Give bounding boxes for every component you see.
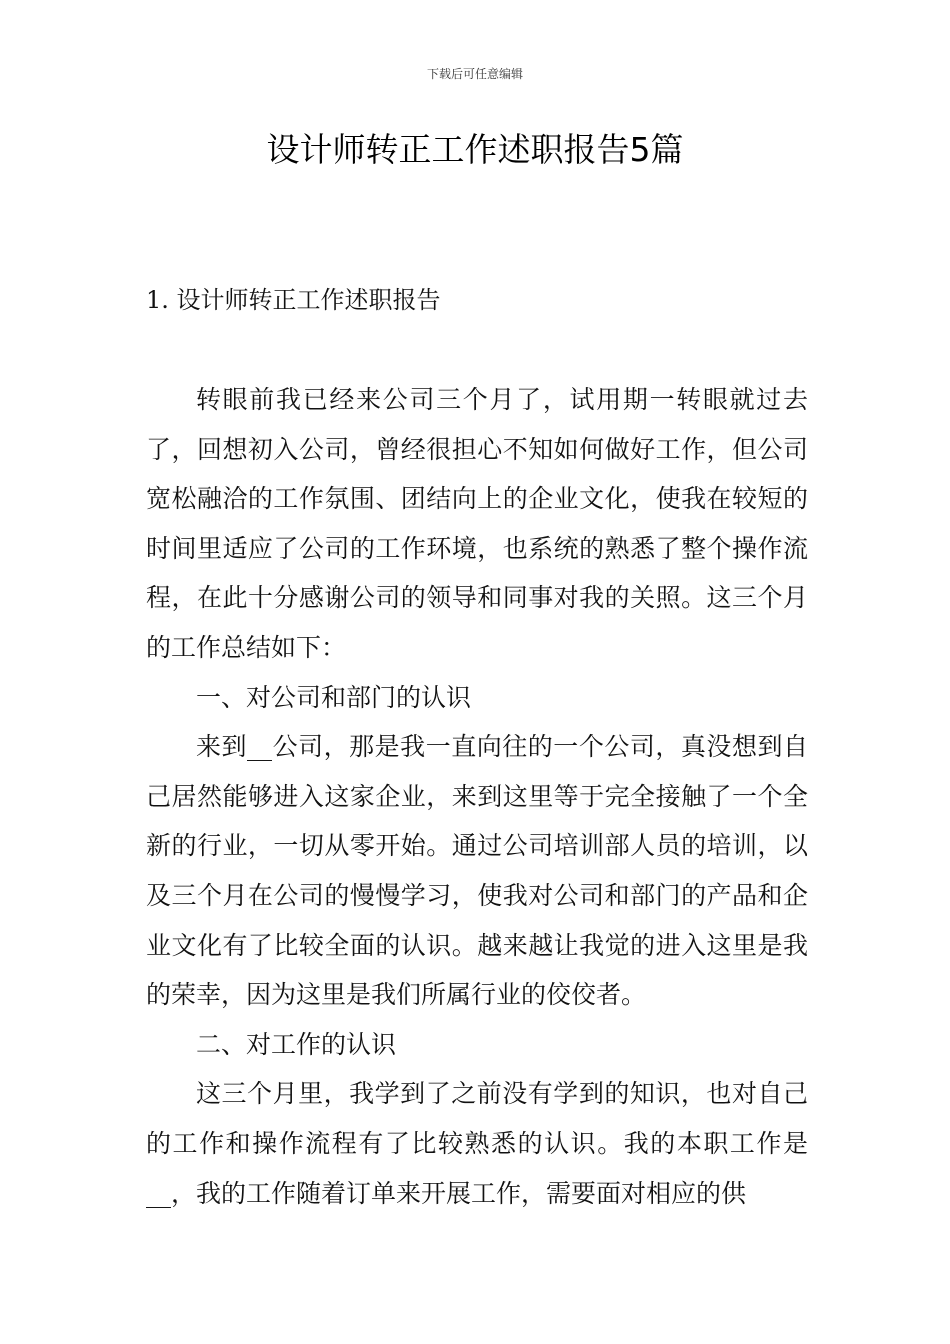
document-title: 设计师转正工作述职报告5篇: [266, 130, 684, 169]
paragraph-intro: 转眼前我已经来公司三个月了，试用期一转眼就过去了，回想初入公司，曾经很担心不知如何做好工作，但公司宽松融洽的工作氛围、团结向上的企业文化，使我在较短的时间里适应了公司的工作环境，也系统的熟悉了整个操作流程，在此十分感谢公司的领导和同事对我的关照。这三个月的工作总结如下：: [146, 385, 808, 662]
header-note: 下载后可任意编辑: [426, 67, 523, 81]
paragraph-company: 来到__公司，那是我一直向往的一个公司，真没想到自己居然能够进入这家企业，来到这里等于完全接触了一个全新的行业，一切从零开始。通过公司培训部人员的培训，以及三个月在公司的慢慢学习，使我对公司和部门的产品和企业文化有了比较全面的认识。越来越让我觉的进入这里是我的荣幸，因为这里是我们所属行业的佼佼者。: [146, 732, 808, 1010]
paragraph-work: 这三个月里，我学到了之前没有学到的知识，也对自己的工作和操作流程有了比较熟悉的认识。我的本职工作是__，我的工作随着订单来开展工作，需要面对相应的供: [146, 1079, 808, 1208]
section-heading: 1. 设计师转正工作述职报告: [146, 286, 441, 314]
body-text: [146, 375, 808, 1218]
subheading-company: 一、对公司和部门的认识: [196, 682, 472, 712]
subheading-work: 二、对工作的认识: [196, 1029, 397, 1059]
